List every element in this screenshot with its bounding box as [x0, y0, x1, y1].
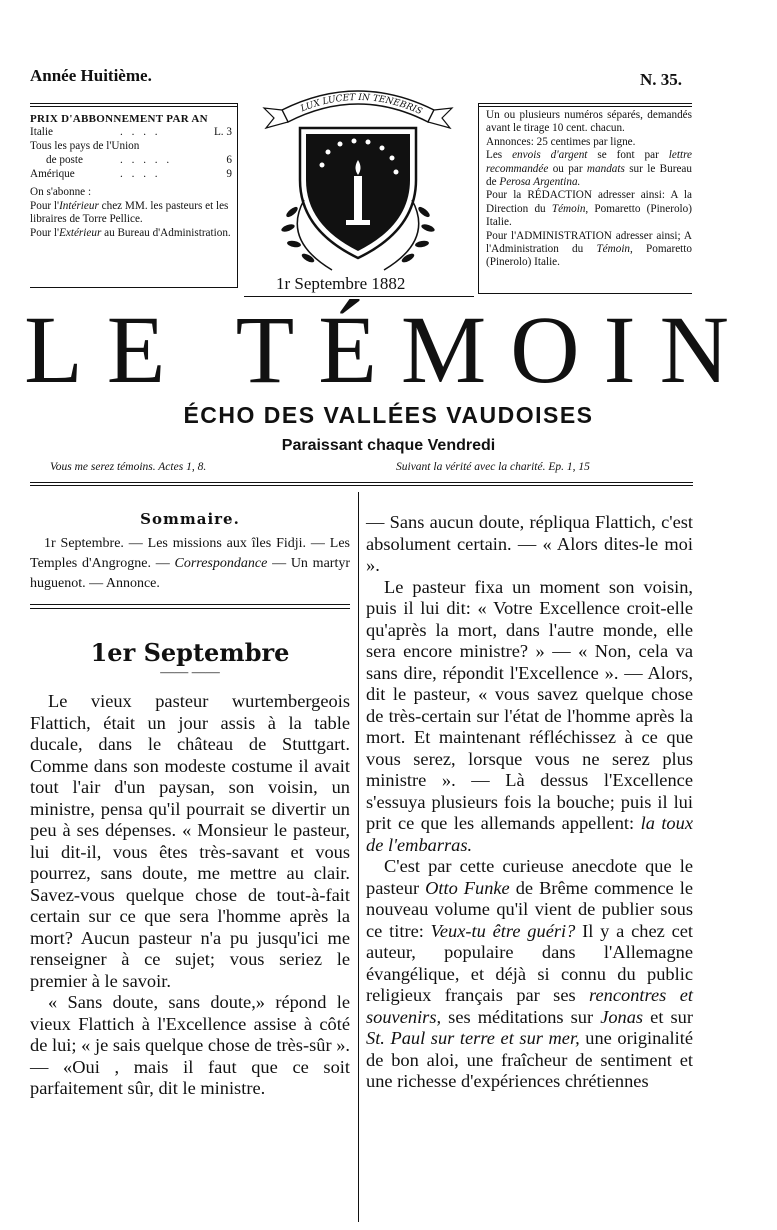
price-label: Amérique: [30, 168, 75, 181]
section-divider: —— ——: [160, 665, 220, 680]
article-paragraph: « Sans doute, sans doute,» répond le vieux Flattich à l'Excellence assise à côté de lui; « je sais quelque chose de très-sûr ». — «Oui , mais il faut que ce soit parfaitement sûr, dit le ministre.: [30, 992, 350, 1098]
article-paragraph: Le vieux pasteur wurtembergeois Flattich, était un jour assis à la table ducale, dans le château de Stuttgart. Comme dans son modeste costume il avait tout l'air d'un paysan, son voisin, un ministre, pensa qu'il pourrait se divertir un peu à ses dépenses. « Monsieur le pasteur, lui dit-il, vous êtes très-savant et vous pourrez, sans doute, me mettre au clair. Savez-vous quelque chose de tout-à-fait certain sur ce que sera l'homme après la mort? Aucun pasteur n'a pu jusqu'ici me renseigner à ce sujet; vous seriez le premier à le savoir.: [30, 691, 350, 991]
subscribe-note: On s'abonne :: [30, 186, 92, 199]
subscribe-exterior: Pour l'Extérieur au Bureau d'Administration.: [30, 226, 231, 239]
article-left: [30, 691, 350, 1100]
price-row-poste: [30, 154, 238, 168]
newspaper-title: LE TÉMOIN: [24, 296, 753, 403]
section-title: 1er Septembre: [90, 638, 290, 667]
price-value: 6: [226, 154, 232, 167]
price-leader: . . . . .: [120, 154, 173, 167]
info-redaction: Pour la RÉDACTION adresser ainsi: A la Direction du Témoin, Pomaretto (Pinerolo) Italie.: [486, 189, 692, 229]
price-row-amerique: [30, 168, 238, 182]
price-label: Italie: [30, 126, 53, 139]
subscription-heading: PRIX D'ABBONNEMENT PAR AN: [30, 113, 208, 125]
info-administration: Pour l'ADMINISTRATION adresser ainsi; A l'Administration du Témoin, Pomaretto (Pinerolo) Italie.: [486, 229, 692, 269]
price-value: L. 3: [213, 126, 232, 139]
info-money: Les envois d'argent se font par lettre recommandée ou par mandats sur le Bureau de Perosa Argentina.: [486, 149, 692, 189]
article-paragraph: Le pasteur fixa un moment son voisin, puis il lui dit: « Votre Excellence croit-elle qu'après la mort, dans l'autre monde, elle sera encore ministre? » — « Non, cela va sans dire, répondit l'Excellence ». — Alors, dit le pasteur, « vous savez quelque chose de très-certain sur l'état de l'homme après la mort. Et maintenant réfléchissez à ce que vous serez, lorsque vous ne serez plus ministre ». — Là dessus l'Excellence s'essuya plusieurs fois la bouche; puis il lui prit ce que les allemands appellent: la toux de l'embarras.: [366, 576, 693, 855]
subscription-box: [30, 103, 238, 287]
price-row-italie: [30, 126, 238, 140]
column-divider: [358, 492, 359, 1222]
left-column: [30, 510, 350, 1100]
motto-right: Suivant la vérité avec la charité. Ep. 1, 15: [396, 461, 590, 473]
year-label: Année Huitième.: [30, 66, 152, 85]
price-row-union: [30, 140, 238, 154]
emblem-graphic: [242, 80, 474, 275]
issue-date: 1r Septembre 1882: [276, 274, 406, 293]
newspaper-subtitle: ÉCHO DES VALLÉES VAUDOISES: [183, 402, 594, 428]
subscribe-interior: Pour l'Intérieur chez MM. les pasteurs et les libraires de Torre Pellice.: [30, 199, 229, 226]
price-leader: . . . .: [120, 126, 161, 139]
price-label: de poste: [46, 154, 83, 167]
motto-left: Vous me serez témoins. Actes 1, 8.: [50, 461, 207, 473]
price-value: 9: [226, 168, 232, 181]
info-ads: Annonces: 25 centimes par ligne.: [486, 135, 636, 148]
sommaire-text: 1r Septembre. — Les missions aux îles Fidji. — Les Temples d'Angrogne. — Correspondance — Un martyr huguenot. — Annonce.: [30, 536, 350, 591]
price-label: Tous les pays de l'Union: [30, 140, 140, 153]
info-box: [478, 103, 692, 293]
right-column: [366, 512, 693, 1093]
article-paragraph: C'est par cette curieuse anecdote que le pasteur Otto Funke de Brême commence le nouveau volume qu'il vient de publier sous ce titre: Veux-tu être guéri? Il y a chez cet auteur, populaire dans l'Allemagne évangélique, et déjà si connu du public religieux français par ses rencontres et souvenirs, ses méditations sur Jonas et sur St. Paul sur terre et sur mer, une originalité de bon aloi, une fraîcheur de sentiment et une richesse d'expériences chrétiennes: [366, 856, 694, 1091]
publication-frequency: Paraissant chaque Vendredi: [281, 437, 496, 454]
issue-number: N. 35.: [640, 70, 683, 89]
article-paragraph: — Sans aucun doute, répliqua Flattich, c'est absolument certain. — « Alors dites-le moi ».: [366, 512, 693, 575]
emblem-seal: [242, 80, 474, 275]
emblem-motto: LUX LUCET IN TENEBRIS: [299, 92, 424, 118]
info-single-issue: Un ou plusieurs numéros séparés, demandés avant le tirage 10 cent. chacun.: [486, 109, 692, 135]
price-leader: . . . .: [120, 168, 161, 181]
sommaire-heading: Sommaire.: [140, 510, 240, 528]
